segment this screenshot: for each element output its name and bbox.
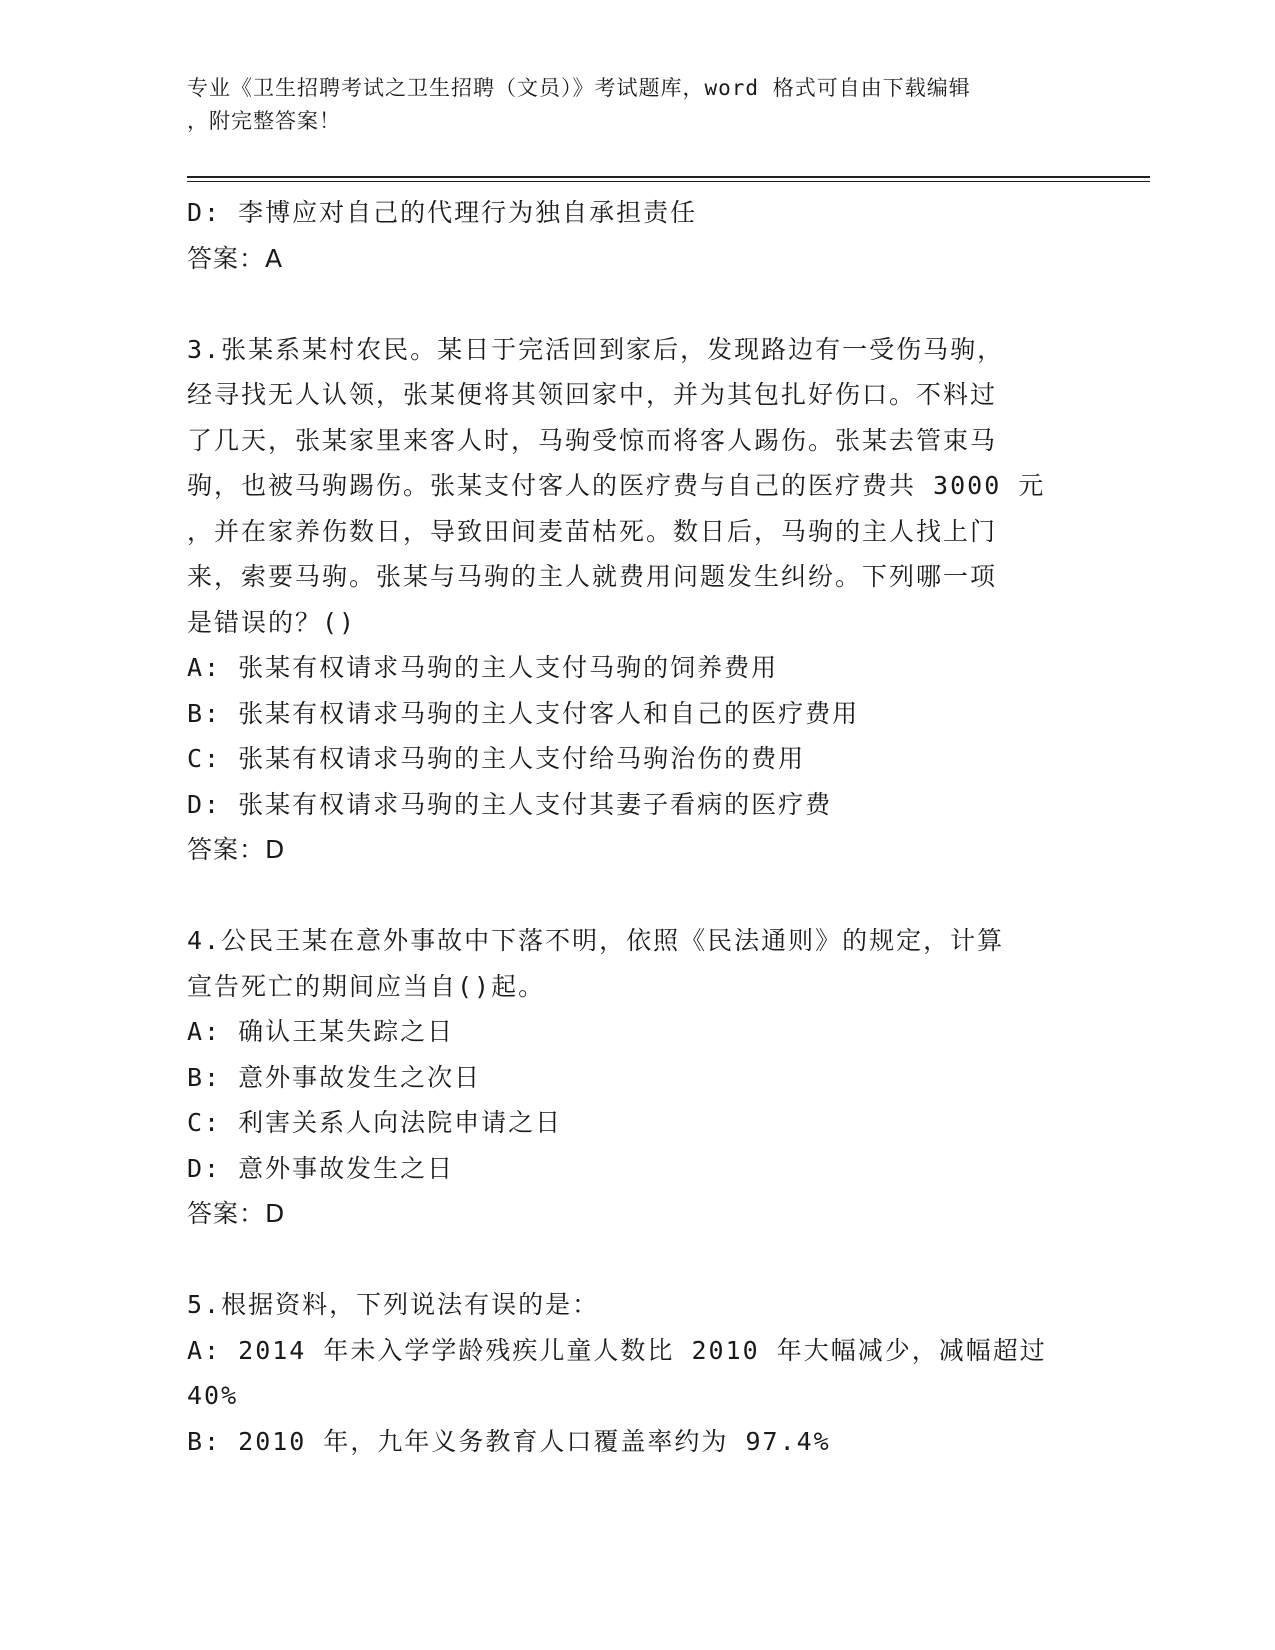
- question-5: [187, 1282, 1087, 1464]
- header-line: ，附完整答案！: [187, 109, 341, 133]
- q3-option-d: D: 张某有权请求马驹的主人支付其妻子看病的医疗费: [187, 789, 833, 819]
- q3-option-b: B: 张某有权请求马驹的主人支付客人和自己的医疗费用: [187, 698, 860, 728]
- spacer: [187, 873, 1087, 919]
- header-line: 专业《卫生招聘考试之卫生招聘（文员）》考试题库，word 格式可自由下载编辑: [187, 76, 971, 100]
- spacer: [187, 281, 1087, 327]
- q2-option-d: D: 李博应对自己的代理行为独自承担责任: [187, 198, 698, 227]
- q3-stem-line: 经寻找无人认领，张某便将其领回家中，并为其包扎好伤口。不料过: [187, 380, 998, 409]
- q3-stem-line: 了几天，张某家里来客人时，马驹受惊而将客人踢伤。张某去管束马: [187, 425, 998, 455]
- q3-stem-line: 驹，也被马驹踢伤。张某支付客人的医疗费与自己的医疗费共 3000 元: [187, 471, 1046, 500]
- q3-stem-line: 3.张某系某村农民。某日于完活回到家后，发现路边有一受伤马驹，: [187, 334, 1005, 364]
- q4-answer: 答案：D: [187, 1199, 286, 1228]
- q3-stem-line: 是错误的？(): [187, 607, 357, 637]
- question-4: [187, 918, 1087, 1237]
- q2-answer: 答案：A: [187, 243, 284, 273]
- q4-option-c: C: 利害关系人向法院申请之日: [187, 1108, 563, 1137]
- document-body: [187, 190, 1087, 1464]
- q4-stem-line: 宣告死亡的期间应当自()起。: [187, 971, 546, 1001]
- q5-stem-line: 5.根据资料，下列说法有误的是：: [187, 1290, 600, 1319]
- spacer: [187, 1237, 1087, 1283]
- q4-option-d: D: 意外事故发生之日: [187, 1153, 455, 1183]
- q3-stem-line: ，并在家养伤数日，导致田间麦苗枯死。数日后，马驹的主人找上门: [187, 516, 998, 546]
- q5-option-b: B: 2010 年，九年义务教育人口覆盖率约为 97.4%: [187, 1426, 831, 1456]
- question-3: [187, 327, 1087, 873]
- q3-answer: 答案：D: [187, 835, 286, 864]
- q3-option-a: A: 张某有权请求马驹的主人支付马驹的饲养费用: [187, 653, 779, 682]
- header-rule-thin: [187, 181, 1150, 182]
- header-rule-thick: [187, 176, 1150, 178]
- q5-option-a-continued: 40%: [187, 1381, 239, 1410]
- q5-option-a: A: 2014 年未入学学龄残疾儿童人数比 2010 年大幅减少，减幅超过: [187, 1335, 1047, 1365]
- q3-option-c: C: 张某有权请求马驹的主人支付给马驹治伤的费用: [187, 744, 806, 773]
- page-header: [187, 72, 1067, 138]
- q3-stem-line: 来，索要马驹。张某与马驹的主人就费用问题发生纠纷。下列哪一项: [187, 562, 998, 591]
- q4-option-b: B: 意外事故发生之次日: [187, 1062, 482, 1092]
- q4-stem-line: 4.公民王某在意外事故中下落不明，依照《民法通则》的规定，计算: [187, 926, 1005, 955]
- q4-option-a: A: 确认王某失踪之日: [187, 1017, 455, 1046]
